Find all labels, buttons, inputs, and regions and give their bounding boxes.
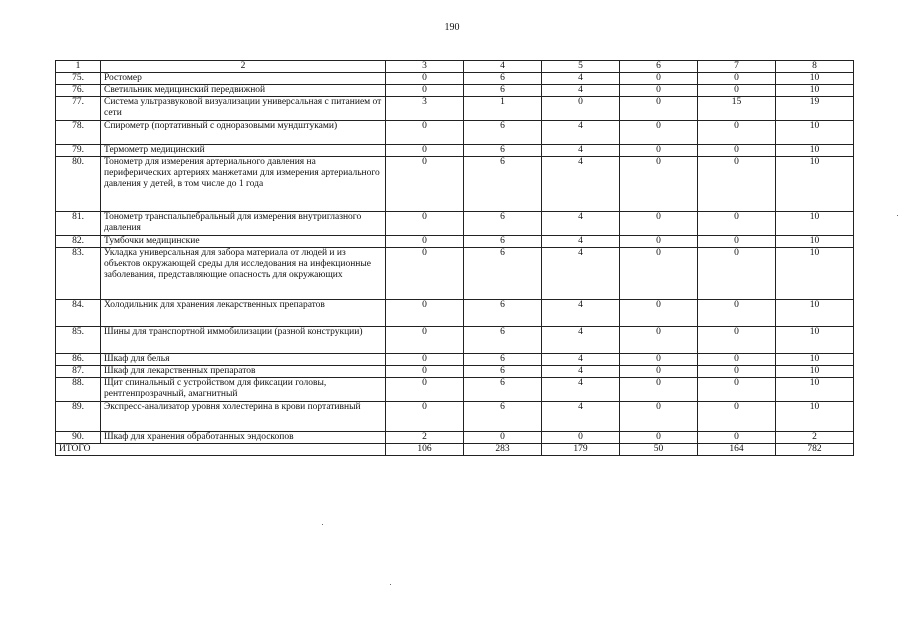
total-c7: 164 bbox=[698, 444, 776, 456]
item-name: Термометр медицинский bbox=[101, 145, 386, 157]
value-c4: 6 bbox=[464, 236, 542, 248]
row-number: 84. bbox=[56, 300, 101, 327]
table-header-row bbox=[56, 61, 854, 73]
value-c4: 6 bbox=[464, 378, 542, 402]
item-name: Экспресс-анализатор уровня холестерина в крови портативный bbox=[101, 402, 386, 432]
value-c6: 0 bbox=[620, 121, 698, 145]
value-c6: 0 bbox=[620, 366, 698, 378]
item-name: Тонометр для измерения артериального давления на периферических артериях манжетами для измерения артериального давления у детей, в том числе до 1 года bbox=[101, 157, 386, 212]
row-number: 80. bbox=[56, 157, 101, 212]
table-row bbox=[56, 212, 854, 236]
table-row bbox=[56, 354, 854, 366]
scan-speck bbox=[897, 215, 898, 216]
row-number: 88. bbox=[56, 378, 101, 402]
value-c8: 10 bbox=[776, 248, 854, 300]
value-c8: 10 bbox=[776, 402, 854, 432]
value-c7: 0 bbox=[698, 354, 776, 366]
value-c3: 0 bbox=[386, 378, 464, 402]
value-c5: 4 bbox=[542, 212, 620, 236]
value-c5: 4 bbox=[542, 157, 620, 212]
value-c5: 4 bbox=[542, 248, 620, 300]
value-c3: 0 bbox=[386, 212, 464, 236]
value-c6: 0 bbox=[620, 212, 698, 236]
value-c5: 4 bbox=[542, 327, 620, 354]
value-c5: 4 bbox=[542, 121, 620, 145]
value-c5: 4 bbox=[542, 300, 620, 327]
row-number: 86. bbox=[56, 354, 101, 366]
value-c3: 0 bbox=[386, 327, 464, 354]
item-name: Укладка универсальная для забора материала от людей и из объектов окружающей среды для исследования на инфекционные заболевания, представляющие опасность для окружающих bbox=[101, 248, 386, 300]
value-c5: 4 bbox=[542, 366, 620, 378]
value-c8: 10 bbox=[776, 378, 854, 402]
value-c3: 2 bbox=[386, 432, 464, 444]
row-number: 82. bbox=[56, 236, 101, 248]
value-c4: 6 bbox=[464, 300, 542, 327]
row-number: 81. bbox=[56, 212, 101, 236]
value-c8: 10 bbox=[776, 157, 854, 212]
value-c4: 1 bbox=[464, 97, 542, 121]
value-c5: 4 bbox=[542, 85, 620, 97]
item-name: Холодильник для хранения лекарственных препаратов bbox=[101, 300, 386, 327]
value-c7: 0 bbox=[698, 236, 776, 248]
value-c3: 0 bbox=[386, 73, 464, 85]
table-row bbox=[56, 378, 854, 402]
value-c7: 0 bbox=[698, 157, 776, 212]
value-c8: 10 bbox=[776, 354, 854, 366]
value-c6: 0 bbox=[620, 300, 698, 327]
value-c4: 6 bbox=[464, 248, 542, 300]
item-name: Тумбочки медицинские bbox=[101, 236, 386, 248]
table-row bbox=[56, 157, 854, 212]
table-row bbox=[56, 248, 854, 300]
value-c7: 0 bbox=[698, 145, 776, 157]
value-c3: 0 bbox=[386, 300, 464, 327]
value-c3: 3 bbox=[386, 97, 464, 121]
value-c7: 0 bbox=[698, 327, 776, 354]
item-name: Щит спинальный с устройством для фиксации головы, рентгенпрозрачный, амагнитный bbox=[101, 378, 386, 402]
value-c6: 0 bbox=[620, 73, 698, 85]
row-number: 75. bbox=[56, 73, 101, 85]
value-c4: 0 bbox=[464, 432, 542, 444]
header-cell: 3 bbox=[386, 61, 464, 73]
item-name: Спирометр (портативный с одноразовыми мундштуками) bbox=[101, 121, 386, 145]
value-c7: 0 bbox=[698, 212, 776, 236]
item-name: Шкаф для хранения обработанных эндоскопов bbox=[101, 432, 386, 444]
value-c5: 0 bbox=[542, 432, 620, 444]
value-c6: 0 bbox=[620, 236, 698, 248]
value-c8: 10 bbox=[776, 327, 854, 354]
value-c6: 0 bbox=[620, 145, 698, 157]
item-name: Ростомер bbox=[101, 73, 386, 85]
value-c8: 10 bbox=[776, 236, 854, 248]
value-c8: 10 bbox=[776, 300, 854, 327]
value-c4: 6 bbox=[464, 157, 542, 212]
header-cell: 2 bbox=[101, 61, 386, 73]
value-c6: 0 bbox=[620, 248, 698, 300]
value-c4: 6 bbox=[464, 354, 542, 366]
total-row bbox=[56, 444, 854, 456]
item-name: Шкаф для белья bbox=[101, 354, 386, 366]
table-row bbox=[56, 85, 854, 97]
value-c4: 6 bbox=[464, 85, 542, 97]
value-c4: 6 bbox=[464, 366, 542, 378]
value-c6: 0 bbox=[620, 432, 698, 444]
row-number: 83. bbox=[56, 248, 101, 300]
value-c3: 0 bbox=[386, 121, 464, 145]
row-number: 79. bbox=[56, 145, 101, 157]
value-c5: 4 bbox=[542, 402, 620, 432]
table-row bbox=[56, 73, 854, 85]
item-name: Шины для транспортной иммобилизации (разной конструкции) bbox=[101, 327, 386, 354]
value-c5: 4 bbox=[542, 378, 620, 402]
table-row bbox=[56, 145, 854, 157]
value-c3: 0 bbox=[386, 236, 464, 248]
value-c8: 10 bbox=[776, 121, 854, 145]
page-number: 190 bbox=[444, 22, 460, 33]
value-c6: 0 bbox=[620, 378, 698, 402]
value-c6: 0 bbox=[620, 354, 698, 366]
scan-speck bbox=[390, 584, 391, 585]
value-c8: 10 bbox=[776, 212, 854, 236]
value-c4: 6 bbox=[464, 402, 542, 432]
value-c4: 6 bbox=[464, 145, 542, 157]
row-number: 87. bbox=[56, 366, 101, 378]
item-name: Шкаф для лекарственных препаратов bbox=[101, 366, 386, 378]
value-c3: 0 bbox=[386, 354, 464, 366]
value-c8: 19 bbox=[776, 97, 854, 121]
value-c8: 10 bbox=[776, 73, 854, 85]
value-c5: 0 bbox=[542, 97, 620, 121]
value-c6: 0 bbox=[620, 85, 698, 97]
total-c5: 179 bbox=[542, 444, 620, 456]
table-row bbox=[56, 366, 854, 378]
table-row bbox=[56, 236, 854, 248]
total-label: ИТОГО bbox=[56, 444, 386, 456]
row-number: 78. bbox=[56, 121, 101, 145]
value-c6: 0 bbox=[620, 97, 698, 121]
value-c4: 6 bbox=[464, 121, 542, 145]
value-c4: 6 bbox=[464, 73, 542, 85]
total-c3: 106 bbox=[386, 444, 464, 456]
value-c7: 0 bbox=[698, 73, 776, 85]
value-c4: 6 bbox=[464, 327, 542, 354]
table-row bbox=[56, 402, 854, 432]
header-cell: 6 bbox=[620, 61, 698, 73]
total-c6: 50 bbox=[620, 444, 698, 456]
value-c5: 4 bbox=[542, 354, 620, 366]
value-c3: 0 bbox=[386, 366, 464, 378]
row-number: 85. bbox=[56, 327, 101, 354]
row-number: 77. bbox=[56, 97, 101, 121]
header-cell: 7 bbox=[698, 61, 776, 73]
header-cell: 8 bbox=[776, 61, 854, 73]
value-c6: 0 bbox=[620, 402, 698, 432]
value-c3: 0 bbox=[386, 157, 464, 212]
value-c7: 0 bbox=[698, 378, 776, 402]
value-c6: 0 bbox=[620, 327, 698, 354]
value-c6: 0 bbox=[620, 157, 698, 212]
row-number: 76. bbox=[56, 85, 101, 97]
value-c3: 0 bbox=[386, 248, 464, 300]
value-c3: 0 bbox=[386, 402, 464, 432]
value-c7: 0 bbox=[698, 85, 776, 97]
table-row bbox=[56, 121, 854, 145]
value-c4: 6 bbox=[464, 212, 542, 236]
item-name: Тонометр транспальпебральный для измерения внутриглазного давления bbox=[101, 212, 386, 236]
value-c7: 0 bbox=[698, 300, 776, 327]
table-row bbox=[56, 327, 854, 354]
value-c7: 0 bbox=[698, 248, 776, 300]
value-c8: 2 bbox=[776, 432, 854, 444]
table-row bbox=[56, 432, 854, 444]
header-cell: 4 bbox=[464, 61, 542, 73]
total-c8: 782 bbox=[776, 444, 854, 456]
header-cell: 5 bbox=[542, 61, 620, 73]
value-c7: 15 bbox=[698, 97, 776, 121]
scan-speck bbox=[322, 524, 323, 525]
table-row bbox=[56, 300, 854, 327]
value-c5: 4 bbox=[542, 145, 620, 157]
item-name: Система ультразвуковой визуализации универсальная с питанием от сети bbox=[101, 97, 386, 121]
value-c5: 4 bbox=[542, 73, 620, 85]
row-number: 89. bbox=[56, 402, 101, 432]
value-c8: 10 bbox=[776, 366, 854, 378]
value-c3: 0 bbox=[386, 145, 464, 157]
row-number: 90. bbox=[56, 432, 101, 444]
table-row bbox=[56, 97, 854, 121]
item-name: Светильник медицинский передвижной bbox=[101, 85, 386, 97]
value-c5: 4 bbox=[542, 236, 620, 248]
equipment-table bbox=[55, 60, 854, 456]
value-c3: 0 bbox=[386, 85, 464, 97]
value-c7: 0 bbox=[698, 402, 776, 432]
total-c4: 283 bbox=[464, 444, 542, 456]
header-cell: 1 bbox=[56, 61, 101, 73]
value-c7: 0 bbox=[698, 366, 776, 378]
value-c7: 0 bbox=[698, 432, 776, 444]
value-c8: 10 bbox=[776, 85, 854, 97]
value-c8: 10 bbox=[776, 145, 854, 157]
value-c7: 0 bbox=[698, 121, 776, 145]
